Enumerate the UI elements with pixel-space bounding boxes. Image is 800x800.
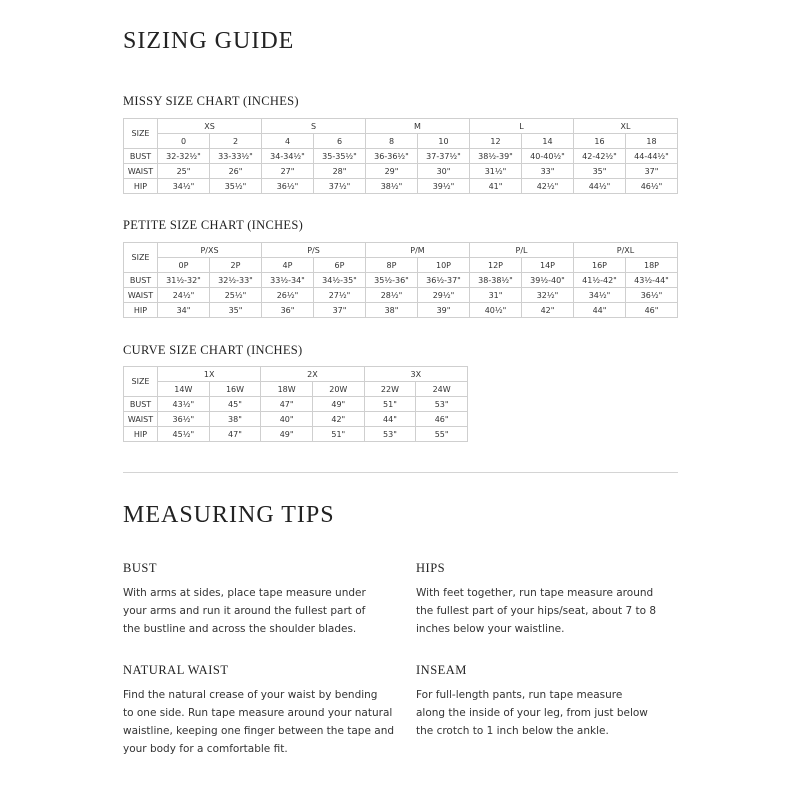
measurement-cell: 32-32½" <box>158 149 210 164</box>
table-row <box>124 303 678 318</box>
measurement-cell: 45½" <box>158 427 210 442</box>
row-label: BUST <box>124 273 158 288</box>
measurement-cell: 33-33½" <box>210 149 262 164</box>
inseam-tip-heading: INSEAM <box>416 663 467 677</box>
hips-tip-text <box>416 584 666 638</box>
size-number-header: 8 <box>366 134 418 149</box>
measurement-cell: 39½" <box>418 179 470 194</box>
measurement-cell: 36½-37" <box>418 273 470 288</box>
measurement-cell: 39" <box>418 303 470 318</box>
measurement-cell: 40-40½" <box>522 149 574 164</box>
measurement-cell: 46½" <box>626 179 678 194</box>
measurement-cell: 29" <box>366 164 418 179</box>
size-group-header-row <box>124 243 678 258</box>
measurement-cell: 31½" <box>470 164 522 179</box>
measurement-cell: 39½-40" <box>522 273 574 288</box>
measurement-cell: 27½" <box>314 288 366 303</box>
measurement-cell: 35" <box>574 164 626 179</box>
measurement-cell: 44-44½" <box>626 149 678 164</box>
bust-tip-heading: BUST <box>123 561 157 575</box>
measurement-cell: 36½" <box>158 412 210 427</box>
size-number-header: 22W <box>364 382 416 397</box>
measurement-cell: 51" <box>312 427 364 442</box>
measurement-cell: 49" <box>312 397 364 412</box>
table-row <box>124 397 468 412</box>
measurement-cell: 55" <box>416 427 468 442</box>
tip-text-line: With arms at sides, place tape measure under <box>123 587 366 599</box>
row-label: HIP <box>124 303 158 318</box>
measurement-cell: 44" <box>574 303 626 318</box>
measurement-cell: 42-42½" <box>574 149 626 164</box>
measurement-cell: 34" <box>158 303 210 318</box>
size-number-header: 14P <box>522 258 574 273</box>
measurement-cell: 47" <box>209 427 261 442</box>
tip-text-line: along the inside of your leg, from just below <box>416 707 648 719</box>
measurement-cell: 31" <box>470 288 522 303</box>
measurement-cell: 37" <box>626 164 678 179</box>
measurement-cell: 38" <box>366 303 418 318</box>
size-number-header: 4P <box>262 258 314 273</box>
measurement-cell: 35" <box>210 303 262 318</box>
size-group-header: XS <box>158 119 262 134</box>
size-group-header: 3X <box>364 367 467 382</box>
measurement-cell: 33" <box>522 164 574 179</box>
measurement-cell: 34½" <box>574 288 626 303</box>
bust-tip-text <box>123 584 373 638</box>
measurement-cell: 43½" <box>158 397 210 412</box>
size-number-header: 16 <box>574 134 626 149</box>
measurement-cell: 38½-39" <box>470 149 522 164</box>
size-group-header: 2X <box>261 367 364 382</box>
measurement-cell: 41" <box>470 179 522 194</box>
measurement-cell: 42" <box>522 303 574 318</box>
curve-chart-title: CURVE SIZE CHART (INCHES) <box>123 343 303 357</box>
measurement-cell: 44½" <box>574 179 626 194</box>
size-number-header: 24W <box>416 382 468 397</box>
petite-size-table <box>123 242 678 318</box>
tip-text-line: the crotch to 1 inch below the ankle. <box>416 725 609 737</box>
size-number-header: 10 <box>418 134 470 149</box>
row-label: WAIST <box>124 288 158 303</box>
tip-text-line: With feet together, run tape measure around <box>416 587 654 599</box>
measurement-cell: 32½" <box>522 288 574 303</box>
measurement-cell: 37" <box>314 303 366 318</box>
row-label: BUST <box>124 397 158 412</box>
missy-size-table <box>123 118 678 194</box>
measurement-cell: 35½" <box>210 179 262 194</box>
size-group-header-row <box>124 119 678 134</box>
size-group-header: 1X <box>158 367 261 382</box>
size-group-header: P/XL <box>574 243 678 258</box>
measurement-cell: 30" <box>418 164 470 179</box>
measurement-cell: 42" <box>312 412 364 427</box>
natural-waist-tip-heading: NATURAL WAIST <box>123 663 229 677</box>
measurement-cell: 49" <box>261 427 313 442</box>
size-number-header: 14 <box>522 134 574 149</box>
measurement-cell: 25½" <box>210 288 262 303</box>
measurement-cell: 40" <box>261 412 313 427</box>
petite-chart-title: PETITE SIZE CHART (INCHES) <box>123 218 304 232</box>
hips-tip-heading: HIPS <box>416 561 446 575</box>
tip-text-line: your body for a comfortable fit. <box>123 743 288 755</box>
tip-text-line: For full-length pants, run tape measure <box>416 689 623 701</box>
row-label: WAIST <box>124 412 158 427</box>
row-label: WAIST <box>124 164 158 179</box>
measurement-cell: 47" <box>261 397 313 412</box>
tip-text-line: Find the natural crease of your waist by bending <box>123 689 378 701</box>
size-number-header: 2P <box>210 258 262 273</box>
size-number-header: 16P <box>574 258 626 273</box>
page-title: SIZING GUIDE <box>123 28 295 54</box>
size-group-header: L <box>470 119 574 134</box>
size-number-header-row <box>124 382 468 397</box>
size-number-header-row <box>124 134 678 149</box>
measurement-cell: 44" <box>364 412 416 427</box>
measurement-cell: 36" <box>262 303 314 318</box>
tip-text-line: the fullest part of your hips/seat, about 7 to 8 <box>416 605 657 617</box>
size-number-header: 18W <box>261 382 313 397</box>
measurement-cell: 42½" <box>522 179 574 194</box>
size-group-header: P/XS <box>158 243 262 258</box>
measurement-cell: 26½" <box>262 288 314 303</box>
measurement-cell: 41½-42" <box>574 273 626 288</box>
size-number-header: 8P <box>366 258 418 273</box>
size-number-header: 18P <box>626 258 678 273</box>
tip-text-line: the bustline and across the shoulder blades. <box>123 623 357 635</box>
measurement-cell: 46" <box>626 303 678 318</box>
row-label: HIP <box>124 179 158 194</box>
measurement-cell: 51" <box>364 397 416 412</box>
size-header-cell: SIZE <box>124 367 158 397</box>
measurement-cell: 53" <box>364 427 416 442</box>
measurement-cell: 40½" <box>470 303 522 318</box>
table-row <box>124 412 468 427</box>
table-row <box>124 427 468 442</box>
measurement-cell: 24½" <box>158 288 210 303</box>
measurement-cell: 28½" <box>366 288 418 303</box>
size-number-header: 6P <box>314 258 366 273</box>
natural-waist-tip-text <box>123 686 395 758</box>
size-number-header: 12 <box>470 134 522 149</box>
tip-text-line: your arms and run it around the fullest part of <box>123 605 366 617</box>
measurement-cell: 34½-35" <box>314 273 366 288</box>
inseam-tip-text <box>416 686 666 740</box>
size-group-header: P/S <box>262 243 366 258</box>
measurement-cell: 33½-34" <box>262 273 314 288</box>
size-header-cell: SIZE <box>124 119 158 149</box>
table-row <box>124 164 678 179</box>
size-group-header-row <box>124 367 468 382</box>
missy-chart-title: MISSY SIZE CHART (INCHES) <box>123 94 299 108</box>
measurement-cell: 37½" <box>314 179 366 194</box>
measurement-cell: 29½" <box>418 288 470 303</box>
measurement-cell: 45" <box>209 397 261 412</box>
size-number-header: 0P <box>158 258 210 273</box>
measurement-cell: 38½" <box>366 179 418 194</box>
size-number-header: 16W <box>209 382 261 397</box>
tip-text-line: waistline, keeping one finger between the tape and <box>123 725 395 737</box>
measurement-cell: 38-38½" <box>470 273 522 288</box>
measurement-cell: 35-35½" <box>314 149 366 164</box>
measurement-cell: 46" <box>416 412 468 427</box>
size-group-header: P/M <box>366 243 470 258</box>
curve-size-table <box>123 366 468 442</box>
table-row <box>124 149 678 164</box>
size-number-header: 18 <box>626 134 678 149</box>
measurement-cell: 37-37½" <box>418 149 470 164</box>
table-row <box>124 288 678 303</box>
table-row <box>124 273 678 288</box>
measurement-cell: 28" <box>314 164 366 179</box>
section-divider <box>123 472 678 473</box>
size-number-header: 0 <box>158 134 210 149</box>
size-number-header: 4 <box>262 134 314 149</box>
tip-text-line: to one side. Run tape measure around your natural <box>123 707 393 719</box>
size-number-header: 12P <box>470 258 522 273</box>
measuring-tips-title: MEASURING TIPS <box>123 502 335 528</box>
size-group-header: P/L <box>470 243 574 258</box>
measurement-cell: 32½-33" <box>210 273 262 288</box>
measurement-cell: 38" <box>209 412 261 427</box>
measurement-cell: 35½-36" <box>366 273 418 288</box>
size-group-header: XL <box>574 119 678 134</box>
size-number-header-row <box>124 258 678 273</box>
size-number-header: 2 <box>210 134 262 149</box>
measurement-cell: 25" <box>158 164 210 179</box>
tip-text-line: inches below your waistline. <box>416 623 565 635</box>
measurement-cell: 26" <box>210 164 262 179</box>
measurement-cell: 53" <box>416 397 468 412</box>
size-group-header: S <box>262 119 366 134</box>
measurement-cell: 36½" <box>262 179 314 194</box>
measurement-cell: 43½-44" <box>626 273 678 288</box>
measurement-cell: 36-36½" <box>366 149 418 164</box>
row-label: BUST <box>124 149 158 164</box>
size-number-header: 6 <box>314 134 366 149</box>
size-group-header: M <box>366 119 470 134</box>
size-number-header: 10P <box>418 258 470 273</box>
measurement-cell: 31½-32" <box>158 273 210 288</box>
size-number-header: 14W <box>158 382 210 397</box>
measurement-cell: 27" <box>262 164 314 179</box>
measurement-cell: 34-34½" <box>262 149 314 164</box>
size-number-header: 20W <box>312 382 364 397</box>
row-label: HIP <box>124 427 158 442</box>
size-header-cell: SIZE <box>124 243 158 273</box>
measurement-cell: 34½" <box>158 179 210 194</box>
table-row <box>124 179 678 194</box>
measurement-cell: 36½" <box>626 288 678 303</box>
